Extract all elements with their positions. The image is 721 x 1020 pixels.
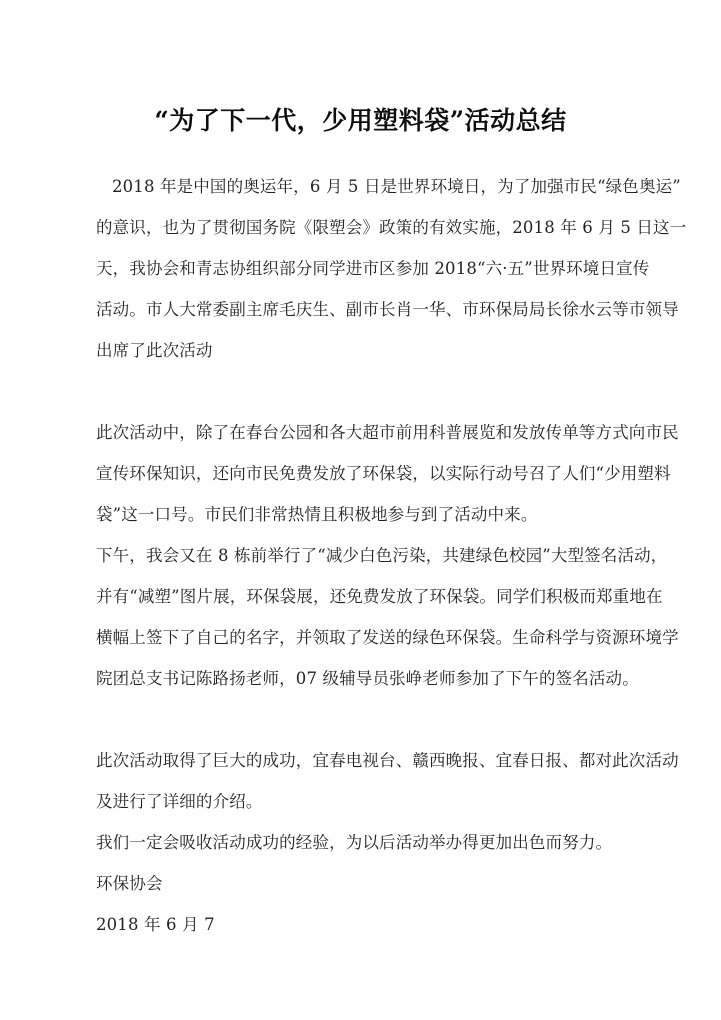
document-body — [96, 166, 687, 945]
text-line: 活动。市人大常委副主席毛庆生、副市长肖一华、市环保局局长徐水云等市领导 — [96, 300, 679, 319]
text-line: 此次活动中，除了在春台公园和各大超市前用科普展览和发放传单等方式向市民 — [96, 423, 679, 442]
text-line: 下午，我会又在 8 栋前举行了“减少白色污染，共建绿色校园”大型签名活动， — [96, 546, 668, 565]
signature-block — [96, 863, 626, 904]
text-line: 2018 年是中国的奥运年，6 月 5 日是世界环境日，为了加强市民“绿色奥运” — [112, 177, 681, 196]
page-title: “为了下一代，少用塑料袋”活动总结 — [154, 105, 567, 135]
paragraph-1 — [96, 166, 687, 371]
paragraph-3 — [96, 535, 679, 699]
signature-text: 环保协会 — [96, 874, 163, 893]
text-line: 及进行了详细的介绍。 — [96, 792, 263, 811]
text-line: 院团总支书记陈路扬老师，07 级辅导员张峥老师参加了下午的签名活动。 — [96, 669, 639, 688]
text-line: 此次活动取得了巨大的成功，宜春电视台、赣西晚报、宜春日报、都对此次活动 — [96, 751, 679, 770]
paragraph-4 — [96, 740, 679, 822]
text-line: 的意识，也为了贯彻国务院《限塑会》政策的有效实施，2018 年 6 月 5 日这一 — [96, 218, 687, 237]
paragraph-5 — [96, 822, 626, 863]
text-line: 横幅上签下了自己的名字，并领取了发送的绿色环保袋。生命科学与资源环境学 — [96, 628, 679, 647]
text-line: 袋”这一口号。市民们非常热情且积极地参与到了活动中来。 — [96, 505, 538, 524]
paragraph-spacer — [96, 699, 626, 740]
text-line: 出席了此次活动 — [96, 341, 213, 360]
date-block — [96, 904, 626, 945]
paragraph-2 — [96, 412, 679, 535]
paragraph-spacer — [96, 371, 626, 412]
date-text: 2018 年 6 月 7 — [96, 915, 215, 934]
text-line: 并有“减塑”图片展，环保袋展，还免费发放了环保袋。同学们积极而郑重地在 — [96, 587, 663, 606]
text-line: 宣传环保知识，还向市民免费发放了环保袋，以实际行动号召了人们“少用塑料 — [96, 464, 671, 483]
text-line: 我们一定会吸收活动成功的经验，为以后活动举办得更加出色而努力。 — [96, 833, 613, 852]
text-line: 天，我协会和青志协组织部分同学进市区参加 2018“六·五”世界环境日宣传 — [96, 259, 650, 278]
